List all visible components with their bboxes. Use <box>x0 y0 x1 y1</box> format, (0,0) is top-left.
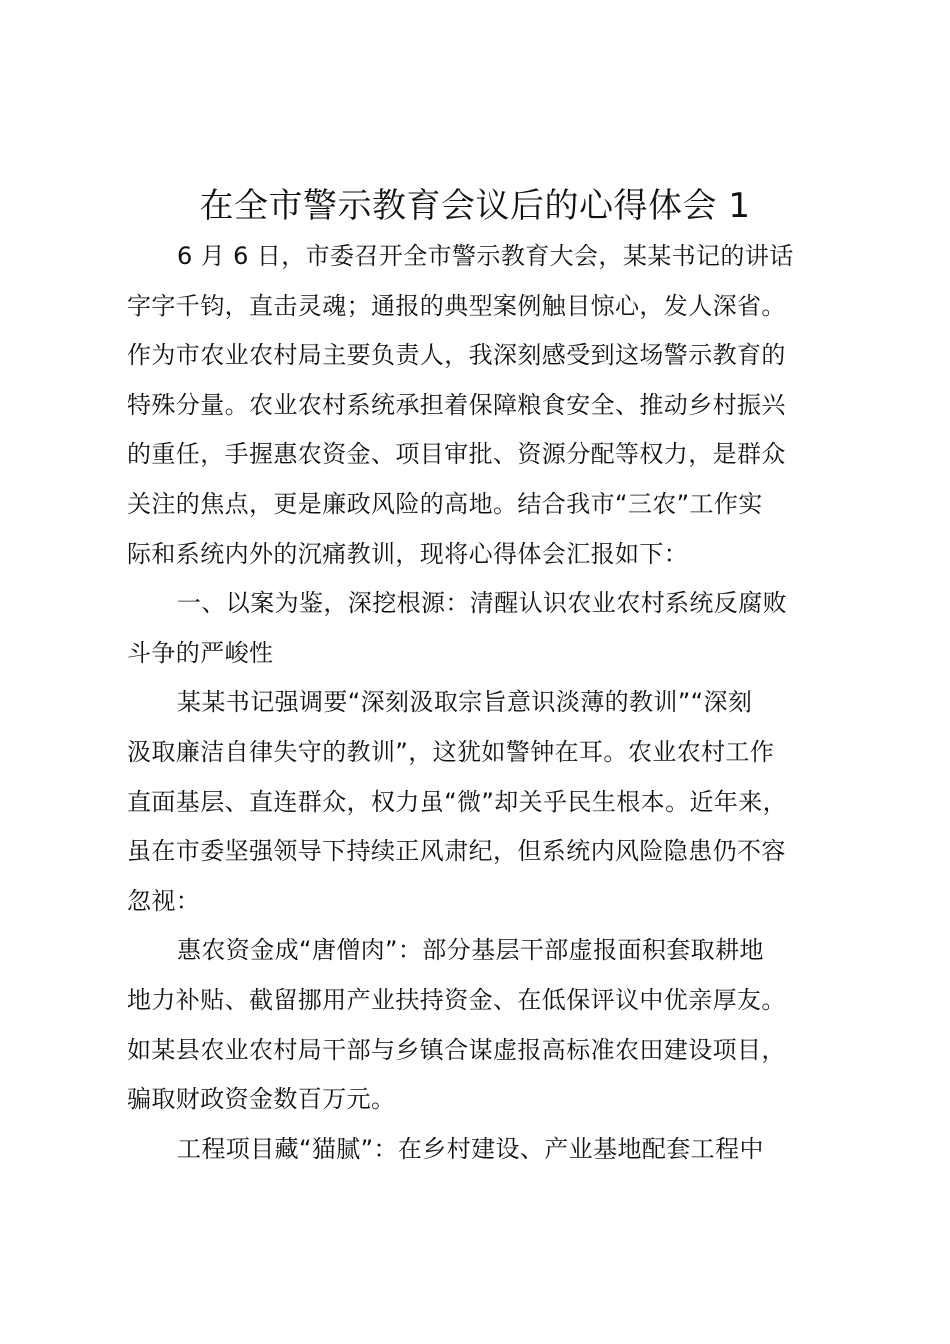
paragraph-line: 工程项目藏“猫腻”：在乡村建设、产业基地配套工程中 <box>177 1134 764 1163</box>
paragraph-line: 字字千钧，直击灵魂；通报的典型案例触目惊心，发人深省。 <box>127 291 786 320</box>
paragraph-line: 6 月 6 日，市委召开全市警示教育大会，某某书记的讲话 <box>177 242 794 270</box>
paragraph-line: 作为市农业农村局主要负责人，我深刻感受到这场警示教育的 <box>127 341 786 370</box>
paragraph-line: 地力补贴、截留挪用产业扶持资金、在低保评议中优亲厚友。 <box>127 985 786 1014</box>
paragraph-line: 虽在市委坚强领导下持续正风肃纪，但系统内风险隐患仍不容 <box>127 837 786 866</box>
paragraph-line: 际和系统内外的沉痛教训，现将心得体会汇报如下： <box>127 539 689 568</box>
paragraph-line: 骗取财政资金数百万元。 <box>127 1085 396 1114</box>
paragraph-line: 忽视： <box>127 886 201 915</box>
section-heading-line: 一、以案为鉴，深挖根源：清醒认识农业农村系统反腐败 <box>177 589 787 618</box>
paragraph-line: 某某书记强调要“深刻汲取宗旨意识淡薄的教训”“深刻 <box>177 688 753 717</box>
paragraph-line: 特殊分量。农业农村系统承担着保障粮食安全、推动乡村振兴 <box>127 390 786 419</box>
paragraph-line: 关注的焦点，更是廉政风险的高地。结合我市“三农”工作实 <box>127 489 763 518</box>
paragraph-line: 的重任，手握惠农资金、项目审批、资源分配等权力，是群众 <box>127 440 786 469</box>
document-title: 在全市警示教育会议后的心得体会 1 <box>199 186 751 226</box>
section-heading-line: 斗争的严峻性 <box>127 638 274 667</box>
paragraph-line: 汲取廉洁自律失守的教训”，这犹如警钟在耳。农业农村工作 <box>127 737 775 766</box>
paragraph-line: 直面基层、直连群众，权力虽“微”却关乎民生根本。近年来， <box>127 787 788 816</box>
paragraph-line: 惠农资金成“唐僧肉”：部分基层干部虚报面积套取耕地 <box>177 936 764 965</box>
paragraph-line: 如某县农业农村局干部与乡镇合谋虚报高标准农田建设项目， <box>127 1035 786 1064</box>
document-body <box>127 232 847 1174</box>
